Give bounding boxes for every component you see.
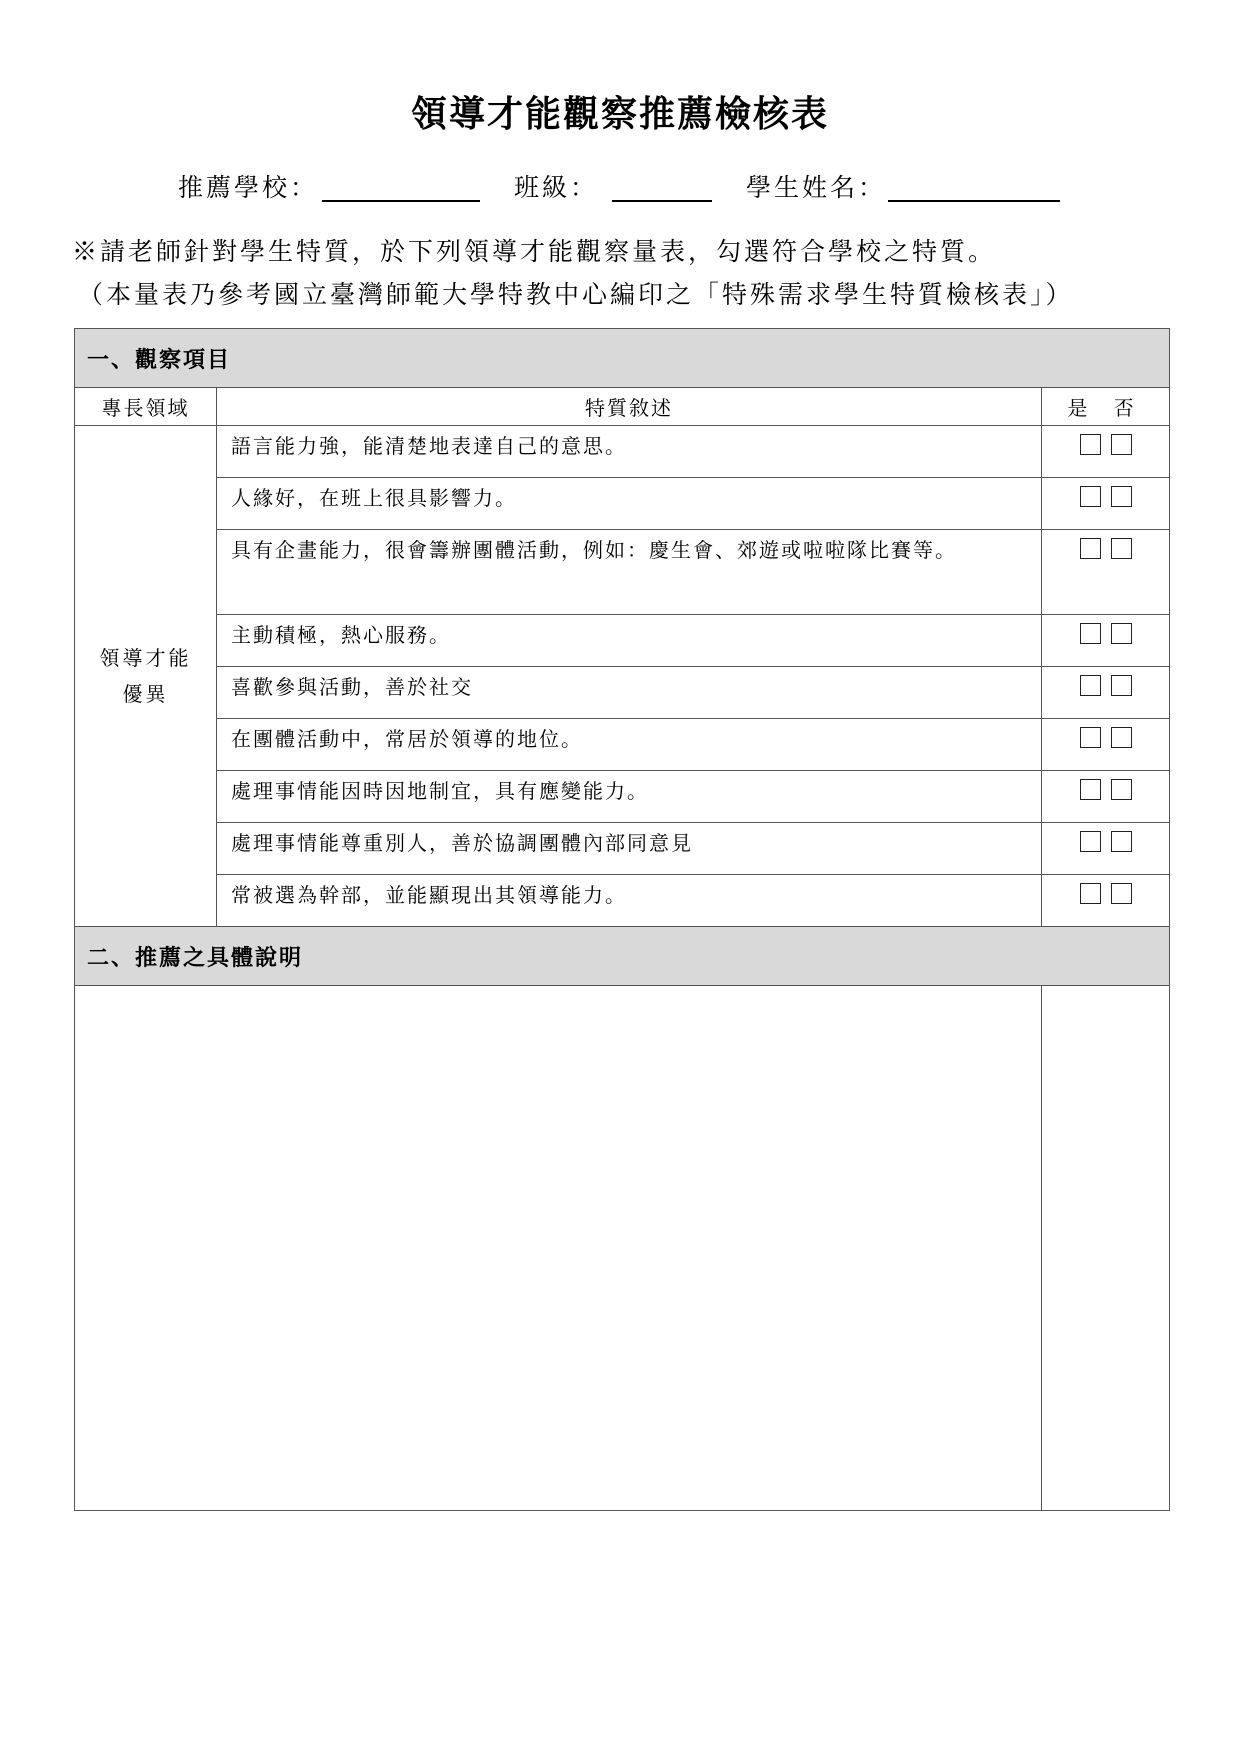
domain-label-line1: 領導才能 — [99, 646, 192, 670]
trait-item: 語言能力強，能清楚地表達自己的意思。 — [217, 426, 1042, 478]
trait-item: 處理事情能尊重別人，善於協調團體內部同意見 — [217, 823, 1042, 875]
trait-item: 具有企畫能力，很會籌辦團體活動，例如：慶生會、郊遊或啦啦隊比賽等。 — [217, 530, 1042, 615]
trait-item: 主動積極，熱心服務。 — [217, 615, 1042, 667]
yes-no-cell — [1042, 426, 1170, 478]
checklist-table — [74, 328, 1170, 1511]
yes-no-cell — [1042, 667, 1170, 719]
no-checkbox[interactable] — [1111, 779, 1132, 800]
student-name-label: 學生姓名： — [746, 173, 887, 202]
no-checkbox[interactable] — [1111, 675, 1132, 696]
domain-cell — [75, 426, 217, 927]
section-recommendation-title: 二、推薦之具體說明 — [75, 927, 1170, 986]
yes-checkbox[interactable] — [1080, 675, 1101, 696]
class-blank[interactable] — [612, 200, 712, 202]
trait-item: 人緣好，在班上很具影響力。 — [217, 478, 1042, 530]
instruction-note: ※請老師針對學生特質，於下列領導才能觀察量表，勾選符合學校之特質。 — [72, 237, 997, 266]
no-checkbox[interactable] — [1111, 486, 1132, 507]
yes-checkbox[interactable] — [1080, 434, 1101, 455]
no-checkbox[interactable] — [1111, 538, 1132, 559]
recommendation-side-cell — [1042, 986, 1170, 1511]
yes-no-cell — [1042, 875, 1170, 927]
reference-note: （本量表乃參考國立臺灣師範大學特教中心編印之「特殊需求學生特質檢核表」） — [78, 280, 1074, 309]
yes-checkbox[interactable] — [1080, 779, 1101, 800]
school-blank[interactable] — [322, 200, 480, 202]
yes-no-cell — [1042, 719, 1170, 771]
student-name-blank[interactable] — [888, 200, 1060, 202]
domain-label-line2: 優異 — [122, 682, 169, 706]
recommendation-text-area[interactable] — [75, 986, 1042, 1511]
header-trait: 特質敘述 — [217, 388, 1042, 426]
trait-item: 喜歡參與活動，善於社交 — [217, 667, 1042, 719]
page-title: 領導才能觀察推薦檢核表 — [410, 93, 829, 135]
section-observation-title: 一、觀察項目 — [75, 329, 1170, 388]
recommendation-info — [0, 168, 1240, 208]
yes-no-cell — [1042, 478, 1170, 530]
yes-checkbox[interactable] — [1080, 727, 1101, 748]
yes-checkbox[interactable] — [1080, 883, 1101, 904]
trait-item: 在團體活動中，常居於領導的地位。 — [217, 719, 1042, 771]
yes-checkbox[interactable] — [1080, 831, 1101, 852]
no-checkbox[interactable] — [1111, 623, 1132, 644]
header-yes-no: 是 否 — [1042, 388, 1170, 426]
yes-no-cell — [1042, 530, 1170, 615]
no-checkbox[interactable] — [1111, 831, 1132, 852]
no-checkbox[interactable] — [1111, 727, 1132, 748]
header-domain: 專長領域 — [75, 388, 217, 426]
no-checkbox[interactable] — [1111, 434, 1132, 455]
yes-checkbox[interactable] — [1080, 486, 1101, 507]
no-checkbox[interactable] — [1111, 883, 1132, 904]
trait-item: 常被選為幹部，並能顯現出其領導能力。 — [217, 875, 1042, 927]
yes-checkbox[interactable] — [1080, 538, 1101, 559]
class-label: 班級： — [514, 173, 599, 202]
school-label: 推薦學校： — [178, 173, 319, 202]
yes-checkbox[interactable] — [1080, 623, 1101, 644]
trait-item: 處理事情能因時因地制宜，具有應變能力。 — [217, 771, 1042, 823]
yes-no-cell — [1042, 823, 1170, 875]
yes-no-cell — [1042, 771, 1170, 823]
yes-no-cell — [1042, 615, 1170, 667]
